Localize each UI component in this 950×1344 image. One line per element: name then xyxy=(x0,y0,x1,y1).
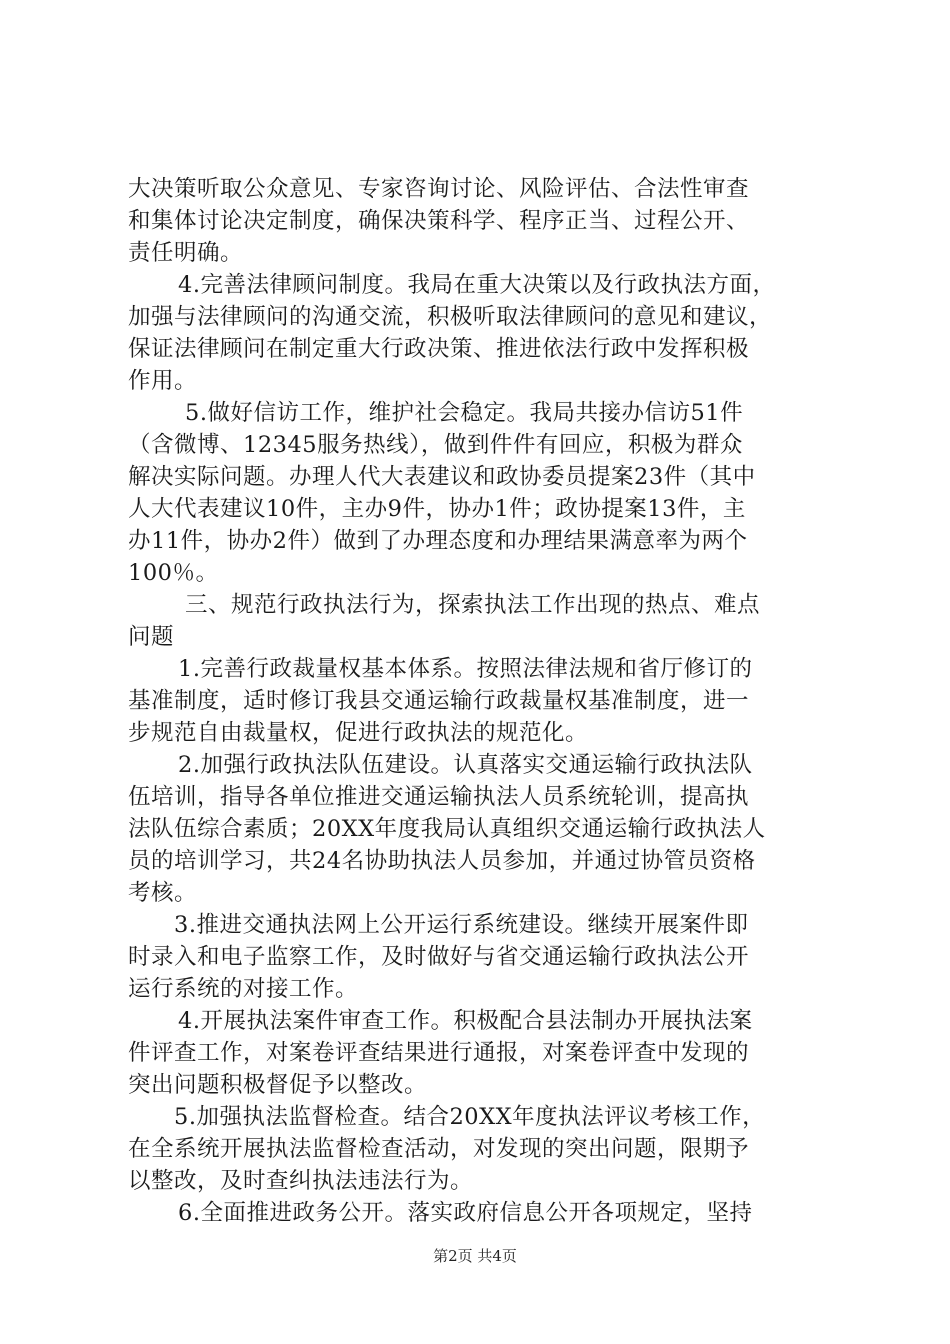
text-line: 步规范自由裁量权，促进行政执法的规范化。 xyxy=(128,720,589,746)
paragraph-start-line: 5.加强执法监督检查。结合20XX年度执法评议考核工作， xyxy=(174,1104,766,1130)
text-line: 时录入和电子监察工作，及时做好与省交通运输行政执法公开 xyxy=(128,944,750,970)
text-line: 以整改，及时查纠执法违法行为。 xyxy=(128,1168,474,1194)
text-line: 大决策听取公众意见、专家咨询讨论、风险评估、合法性审查 xyxy=(128,176,750,202)
paragraph-start-line: 3.推进交通执法网上公开运行系统建设。继续开展案件即 xyxy=(174,912,749,938)
paragraph-start-line: 4.完善法律顾问制度。我局在重大决策以及行政执法方面， xyxy=(178,272,776,298)
text-line: 保证法律顾问在制定重大行政决策、推进依法行政中发挥积极 xyxy=(128,336,750,362)
text-line: 突出问题积极督促予以整改。 xyxy=(128,1072,428,1098)
document-body xyxy=(128,173,838,1229)
text-line: 加强与法律顾问的沟通交流，积极听取法律顾问的意见和建议， xyxy=(128,304,773,330)
text-line: 和集体讨论决定制度，确保决策科学、程序正当、过程公开、 xyxy=(128,208,750,234)
text-line: （含微博、12345服务热线），做到件件有回应，积极为群众 xyxy=(128,432,743,458)
text-line: 伍培训，指导各单位推进交通运输执法人员系统轮训，提高执 xyxy=(128,784,750,810)
text-line: 责任明确。 xyxy=(128,240,244,266)
text-line: 法队伍综合素质；20XX年度我局认真组织交通运输行政执法人 xyxy=(128,816,766,842)
page-number-footer: 第2页 共4页 xyxy=(433,1247,517,1265)
text-line: 解决实际问题。办理人代大表建议和政协委员提案23件（其中 xyxy=(128,464,756,490)
paragraph-start-line: 6.全面推进政务公开。落实政府信息公开各项规定，坚持 xyxy=(178,1200,753,1226)
text-line: 考核。 xyxy=(128,880,198,906)
text-line: 人大代表建议10件，主办9件，协办1件；政协提案13件，主 xyxy=(128,496,746,522)
text-line: 件评查工作，对案卷评查结果进行通报，对案卷评查中发现的 xyxy=(128,1040,750,1066)
text-line: 在全系统开展执法监督检查活动，对发现的突出问题，限期予 xyxy=(128,1136,750,1162)
paragraph-start-line: 5.做好信访工作，维护社会稳定。我局共接办信访51件 xyxy=(185,400,744,426)
text-line: 作用。 xyxy=(128,368,198,394)
text-line: 100％。 xyxy=(128,560,219,586)
text-line: 基准制度，适时修订我县交通运输行政裁量权基准制度，进一 xyxy=(128,688,750,714)
paragraph-start-line: 4.开展执法案件审查工作。积极配合县法制办开展执法案 xyxy=(178,1008,753,1034)
text-line: 员的培训学习，共24名协助执法人员参加，并通过协管员资格 xyxy=(128,848,756,874)
section-heading-line: 问题 xyxy=(128,624,175,650)
paragraph-start-line: 2.加强行政执法队伍建设。认真落实交通运输行政执法队 xyxy=(178,752,753,778)
text-line: 运行系统的对接工作。 xyxy=(128,976,359,1002)
paragraph-start-line: 1.完善行政裁量权基本体系。按照法律法规和省厅修订的 xyxy=(178,656,753,682)
text-line: 办11件，协办2件）做到了办理态度和办理结果满意率为两个 xyxy=(128,528,748,554)
section-heading-line: 三、规范行政执法行为，探索执法工作出现的热点、难点 xyxy=(185,592,761,618)
